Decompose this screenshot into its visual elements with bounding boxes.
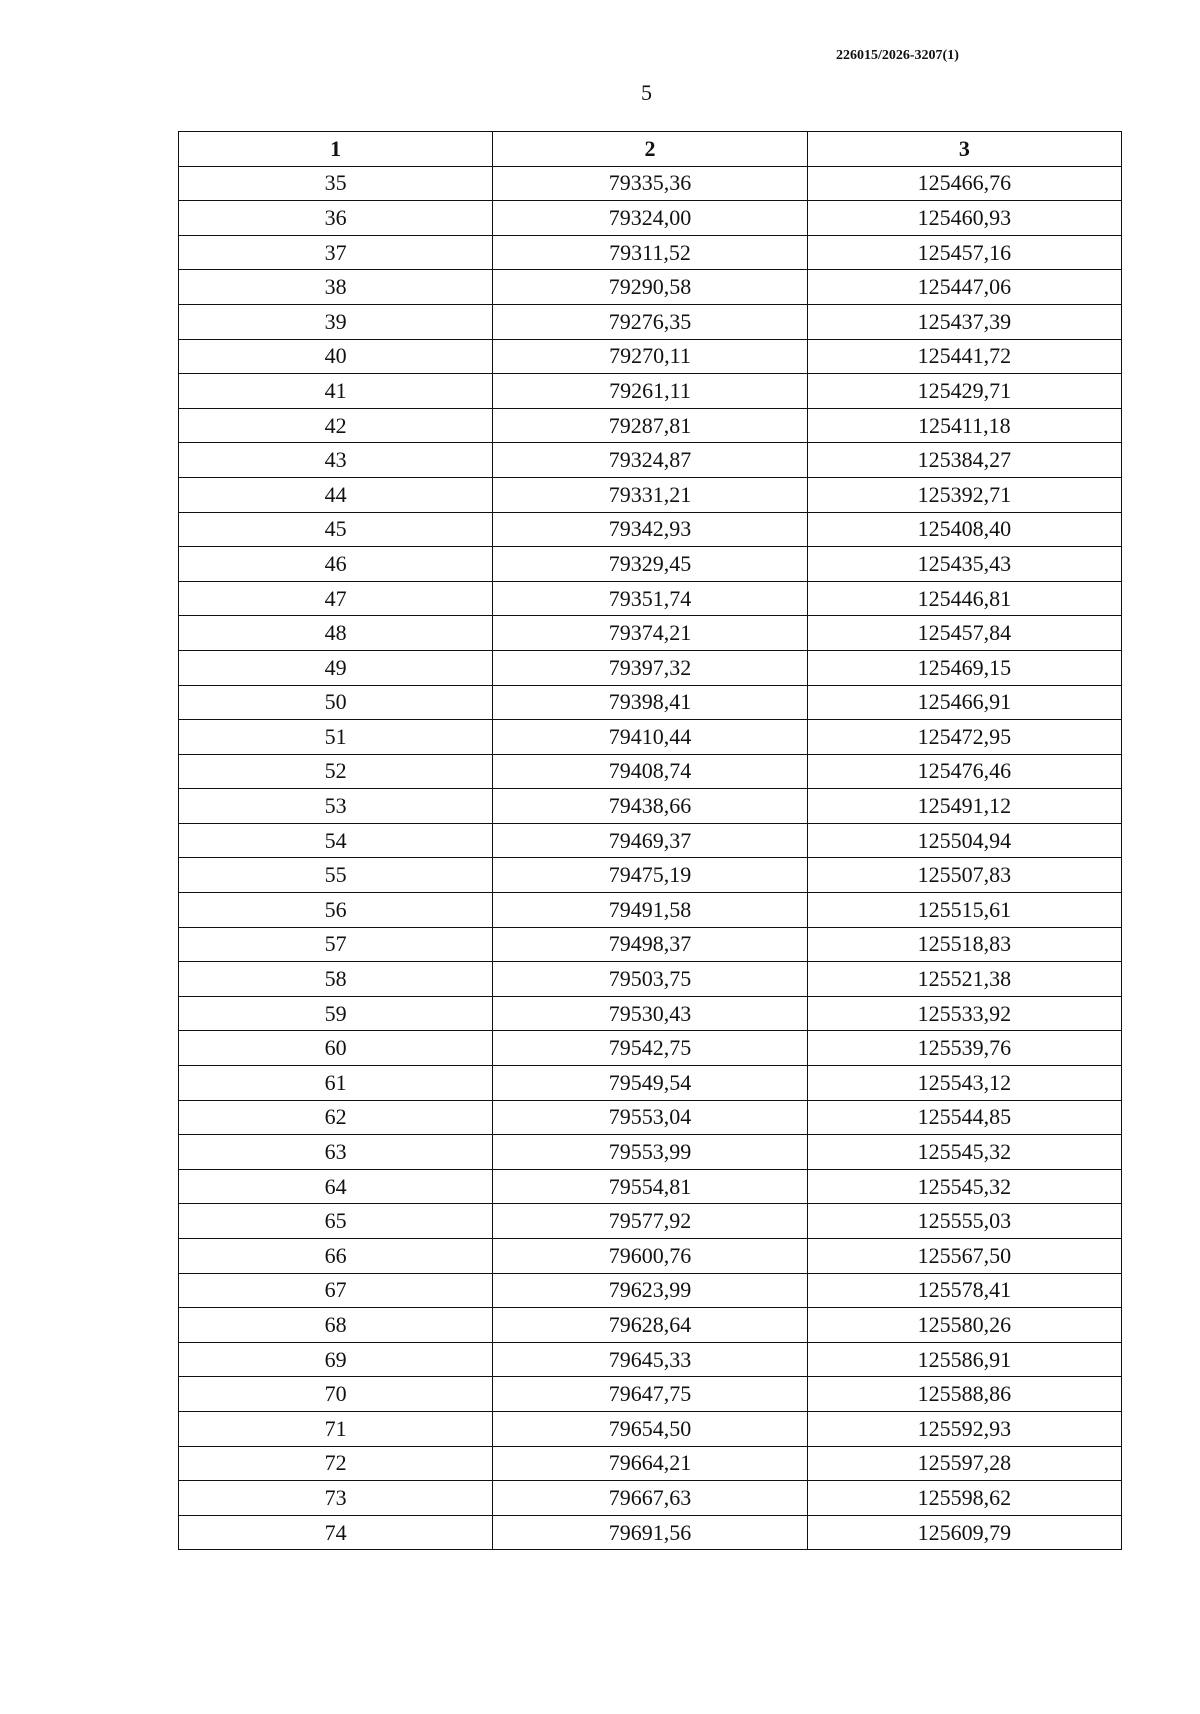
y-coordinate-cell: 125555,03 [807,1204,1121,1239]
y-coordinate-cell: 125533,92 [807,996,1121,1031]
x-coordinate-cell: 79331,21 [493,477,807,512]
x-coordinate-cell: 79324,87 [493,443,807,478]
column-header: 1 [179,132,493,167]
y-coordinate-cell: 125507,83 [807,858,1121,893]
table-row [179,581,1122,616]
table-row [179,1481,1122,1516]
point-number-cell: 37 [179,235,493,270]
y-coordinate-cell: 125447,06 [807,270,1121,305]
point-number-cell: 66 [179,1239,493,1274]
x-coordinate-cell: 79287,81 [493,408,807,443]
x-coordinate-cell: 79647,75 [493,1377,807,1412]
table-row [179,166,1122,201]
x-coordinate-cell: 79503,75 [493,962,807,997]
y-coordinate-cell: 125446,81 [807,581,1121,616]
table-row [179,1066,1122,1101]
table-row [179,927,1122,962]
x-coordinate-cell: 79491,58 [493,893,807,928]
table-row [179,443,1122,478]
table-row [179,477,1122,512]
y-coordinate-cell: 125545,32 [807,1169,1121,1204]
y-coordinate-cell: 125588,86 [807,1377,1121,1412]
point-number-cell: 51 [179,720,493,755]
y-coordinate-cell: 125466,91 [807,685,1121,720]
y-coordinate-cell: 125567,50 [807,1239,1121,1274]
table-row [179,1411,1122,1446]
y-coordinate-cell: 125515,61 [807,893,1121,928]
point-number-cell: 60 [179,1031,493,1066]
x-coordinate-cell: 79469,37 [493,823,807,858]
column-header: 3 [807,132,1121,167]
cropped-header-fragment [790,0,950,2]
x-coordinate-cell: 79351,74 [493,581,807,616]
point-number-cell: 46 [179,547,493,582]
y-coordinate-cell: 125457,16 [807,235,1121,270]
point-number-cell: 68 [179,1308,493,1343]
y-coordinate-cell: 125592,93 [807,1411,1121,1446]
point-number-cell: 48 [179,616,493,651]
table-row [179,685,1122,720]
y-coordinate-cell: 125580,26 [807,1308,1121,1343]
x-coordinate-cell: 79342,93 [493,512,807,547]
x-coordinate-cell: 79530,43 [493,996,807,1031]
table-row [179,547,1122,582]
x-coordinate-cell: 79438,66 [493,789,807,824]
x-coordinate-cell: 79410,44 [493,720,807,755]
table-row [179,235,1122,270]
y-coordinate-cell: 125586,91 [807,1342,1121,1377]
point-number-cell: 52 [179,754,493,789]
x-coordinate-cell: 79664,21 [493,1446,807,1481]
table-row [179,823,1122,858]
x-coordinate-cell: 79498,37 [493,927,807,962]
point-number-cell: 61 [179,1066,493,1101]
point-number-cell: 45 [179,512,493,547]
y-coordinate-cell: 125597,28 [807,1446,1121,1481]
point-number-cell: 74 [179,1515,493,1550]
y-coordinate-cell: 125460,93 [807,201,1121,236]
x-coordinate-cell: 79667,63 [493,1481,807,1516]
x-coordinate-cell: 79398,41 [493,685,807,720]
point-number-cell: 54 [179,823,493,858]
column-header: 2 [493,132,807,167]
y-coordinate-cell: 125411,18 [807,408,1121,443]
table-row [179,1031,1122,1066]
x-coordinate-cell: 79290,58 [493,270,807,305]
x-coordinate-cell: 79553,04 [493,1100,807,1135]
table-row [179,962,1122,997]
document-number: 226015/2026-3207(1) [836,48,959,63]
coordinates-table [178,131,1122,1550]
table-row [179,1446,1122,1481]
x-coordinate-cell: 79408,74 [493,754,807,789]
x-coordinate-cell: 79270,11 [493,339,807,374]
y-coordinate-cell: 125544,85 [807,1100,1121,1135]
table-header-row [179,132,1122,167]
y-coordinate-cell: 125466,76 [807,166,1121,201]
point-number-cell: 65 [179,1204,493,1239]
point-number-cell: 56 [179,893,493,928]
y-coordinate-cell: 125521,38 [807,962,1121,997]
point-number-cell: 41 [179,374,493,409]
point-number-cell: 50 [179,685,493,720]
x-coordinate-cell: 79329,45 [493,547,807,582]
y-coordinate-cell: 125545,32 [807,1135,1121,1170]
y-coordinate-cell: 125491,12 [807,789,1121,824]
table-row [179,1377,1122,1412]
x-coordinate-cell: 79475,19 [493,858,807,893]
y-coordinate-cell: 125469,15 [807,650,1121,685]
table-row [179,270,1122,305]
table-row [179,1169,1122,1204]
y-coordinate-cell: 125578,41 [807,1273,1121,1308]
x-coordinate-cell: 79335,36 [493,166,807,201]
y-coordinate-cell: 125435,43 [807,547,1121,582]
point-number-cell: 71 [179,1411,493,1446]
x-coordinate-cell: 79645,33 [493,1342,807,1377]
x-coordinate-cell: 79261,11 [493,374,807,409]
point-number-cell: 58 [179,962,493,997]
point-number-cell: 67 [179,1273,493,1308]
point-number-cell: 72 [179,1446,493,1481]
x-coordinate-cell: 79374,21 [493,616,807,651]
x-coordinate-cell: 79691,56 [493,1515,807,1550]
y-coordinate-cell: 125392,71 [807,477,1121,512]
x-coordinate-cell: 79549,54 [493,1066,807,1101]
x-coordinate-cell: 79654,50 [493,1411,807,1446]
y-coordinate-cell: 125476,46 [807,754,1121,789]
point-number-cell: 49 [179,650,493,685]
table-row [179,1515,1122,1550]
table-row [179,1100,1122,1135]
table-row [179,789,1122,824]
y-coordinate-cell: 125609,79 [807,1515,1121,1550]
y-coordinate-cell: 125457,84 [807,616,1121,651]
table-row [179,1342,1122,1377]
y-coordinate-cell: 125539,76 [807,1031,1121,1066]
point-number-cell: 53 [179,789,493,824]
point-number-cell: 40 [179,339,493,374]
table-row [179,1204,1122,1239]
y-coordinate-cell: 125472,95 [807,720,1121,755]
table-row [179,1239,1122,1274]
x-coordinate-cell: 79397,32 [493,650,807,685]
table-body [179,166,1122,1550]
point-number-cell: 63 [179,1135,493,1170]
table-row [179,996,1122,1031]
x-coordinate-cell: 79577,92 [493,1204,807,1239]
table-row [179,1273,1122,1308]
x-coordinate-cell: 79553,99 [493,1135,807,1170]
point-number-cell: 59 [179,996,493,1031]
table-row [179,650,1122,685]
table-row [179,616,1122,651]
x-coordinate-cell: 79623,99 [493,1273,807,1308]
point-number-cell: 57 [179,927,493,962]
x-coordinate-cell: 79276,35 [493,304,807,339]
page-number: 5 [641,80,652,105]
point-number-cell: 36 [179,201,493,236]
y-coordinate-cell: 125408,40 [807,512,1121,547]
y-coordinate-cell: 125518,83 [807,927,1121,962]
y-coordinate-cell: 125543,12 [807,1066,1121,1101]
y-coordinate-cell: 125598,62 [807,1481,1121,1516]
x-coordinate-cell: 79628,64 [493,1308,807,1343]
point-number-cell: 44 [179,477,493,512]
x-coordinate-cell: 79554,81 [493,1169,807,1204]
x-coordinate-cell: 79542,75 [493,1031,807,1066]
table-row [179,1308,1122,1343]
table-row [179,1135,1122,1170]
y-coordinate-cell: 125384,27 [807,443,1121,478]
point-number-cell: 73 [179,1481,493,1516]
point-number-cell: 70 [179,1377,493,1412]
y-coordinate-cell: 125441,72 [807,339,1121,374]
point-number-cell: 39 [179,304,493,339]
point-number-cell: 55 [179,858,493,893]
x-coordinate-cell: 79311,52 [493,235,807,270]
y-coordinate-cell: 125504,94 [807,823,1121,858]
table-row [179,512,1122,547]
point-number-cell: 69 [179,1342,493,1377]
table-row [179,374,1122,409]
table-row [179,754,1122,789]
point-number-cell: 62 [179,1100,493,1135]
point-number-cell: 38 [179,270,493,305]
point-number-cell: 43 [179,443,493,478]
table-row [179,201,1122,236]
table-row [179,858,1122,893]
y-coordinate-cell: 125437,39 [807,304,1121,339]
point-number-cell: 42 [179,408,493,443]
x-coordinate-cell: 79600,76 [493,1239,807,1274]
x-coordinate-cell: 79324,00 [493,201,807,236]
table-row [179,893,1122,928]
table-row [179,304,1122,339]
table-row [179,720,1122,755]
point-number-cell: 64 [179,1169,493,1204]
table-row [179,339,1122,374]
table-row [179,408,1122,443]
y-coordinate-cell: 125429,71 [807,374,1121,409]
point-number-cell: 47 [179,581,493,616]
point-number-cell: 35 [179,166,493,201]
